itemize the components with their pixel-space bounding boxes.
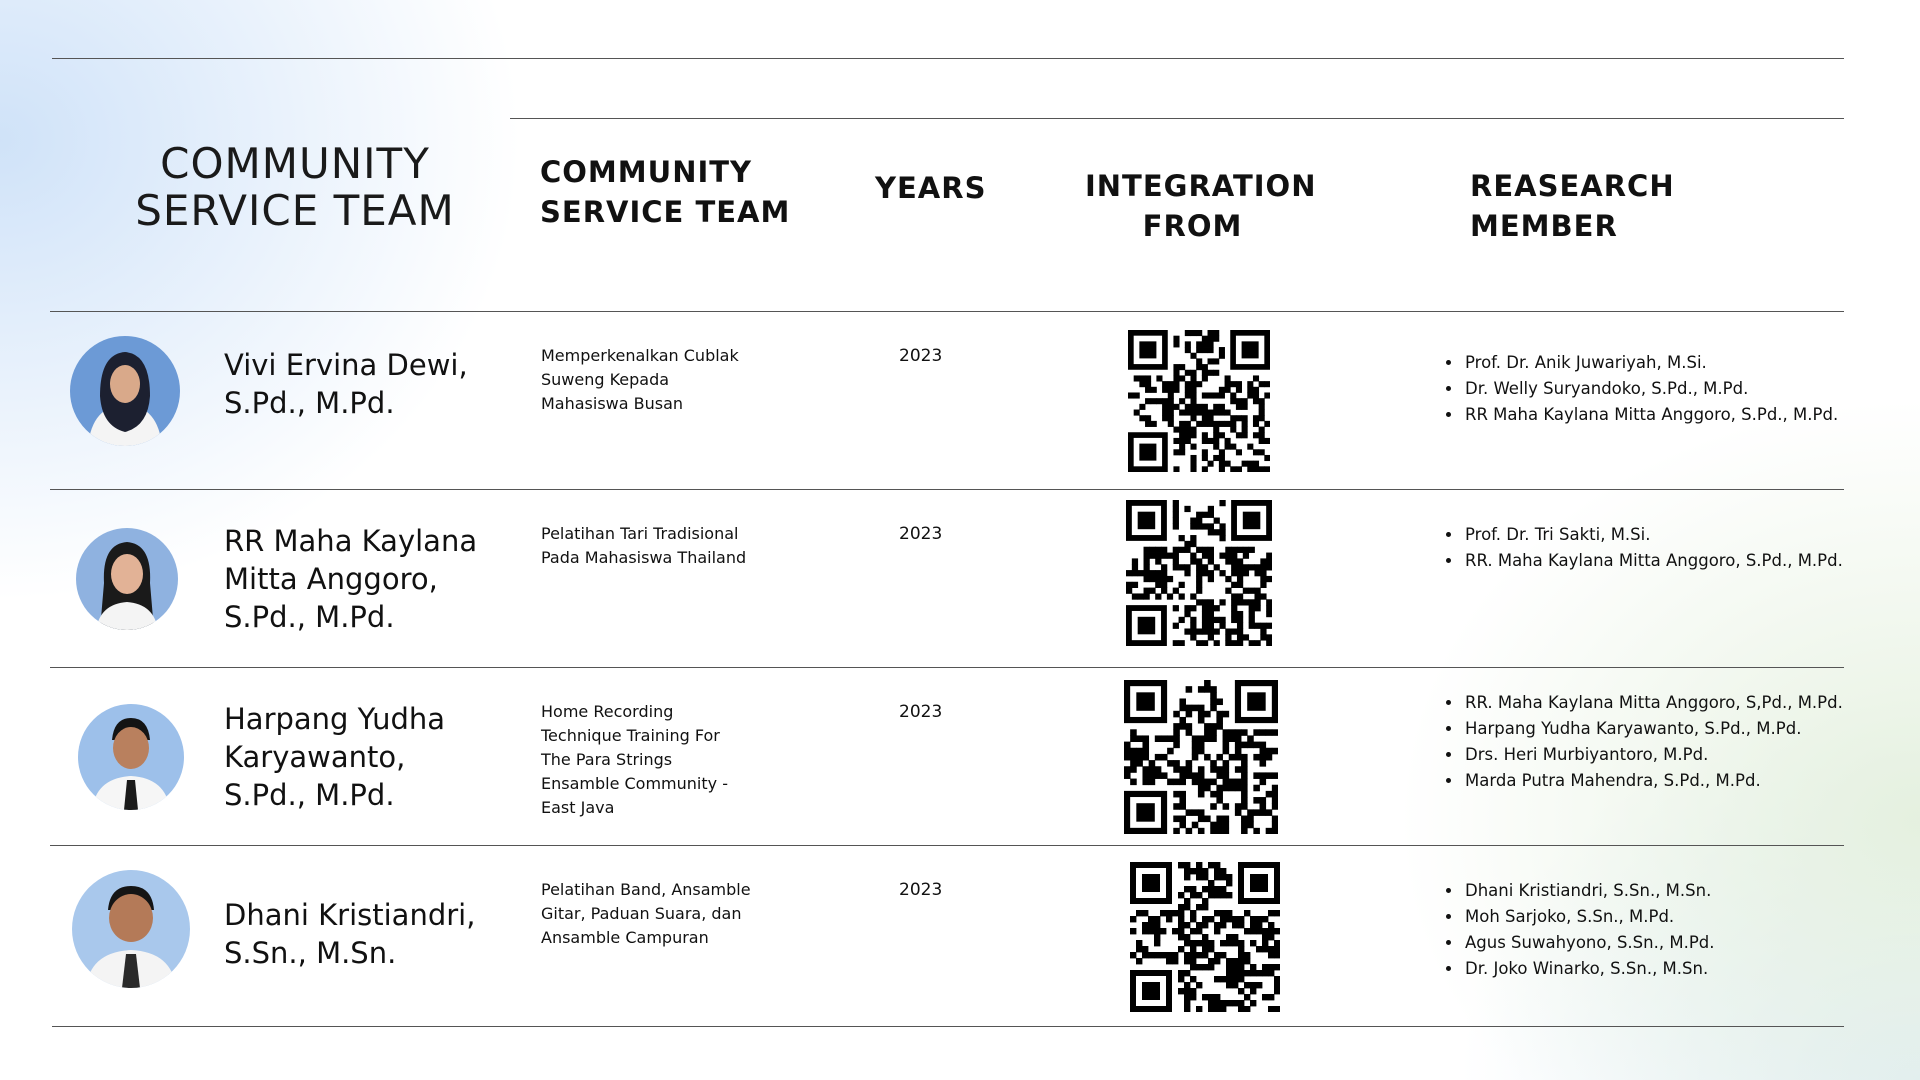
column-header-years [875, 168, 986, 208]
activity-line: Technique Training For [541, 726, 720, 745]
member-list [1443, 522, 1863, 574]
member-name-line: Vivi Ervina Dewi, [224, 348, 468, 382]
member-name-line: Harpang Yudha [224, 702, 446, 736]
member-list-item: • Dr. Welly Suryandoko, S.Pd., M.Pd. [1463, 376, 1863, 402]
page-title-line: COMMUNITY [160, 139, 430, 188]
activity-title [541, 700, 771, 820]
member-name-line: S.Pd., M.Pd. [224, 778, 395, 812]
table-row [50, 668, 1845, 846]
member-name-line: Mitta Anggoro, [224, 562, 438, 596]
bottom-divider [52, 1026, 1844, 1027]
member-list-item: • Prof. Dr. Anik Juwariyah, M.Si. [1463, 350, 1863, 376]
activity-line: Ansamble Campuran [541, 928, 709, 947]
member-list-item: • RR Maha Kaylana Mitta Anggoro, S.Pd., M.Pd. [1463, 402, 1863, 428]
year-value: 2023 [899, 346, 943, 366]
person-photo-icon [76, 528, 178, 630]
member-list-item: • Harpang Yudha Karyawanto, S.Pd., M.Pd. [1463, 716, 1863, 742]
member-list-item: • Marda Putra Mahendra, S.Pd., M.Pd. [1463, 768, 1863, 794]
activity-title [541, 522, 771, 570]
column-header-integration [1085, 166, 1317, 246]
column-header-members [1470, 166, 1675, 246]
year-value: 2023 [899, 880, 943, 900]
activity-line: Pelatihan Band, Ansamble [541, 880, 751, 899]
member-list-item: • Moh Sarjoko, S.Sn., M.Pd. [1463, 904, 1863, 930]
activity-title [541, 878, 771, 950]
member-name-line: Dhani Kristiandri, [224, 898, 476, 932]
member-list [1443, 690, 1863, 794]
member-name-line: S.Sn., M.Sn. [224, 936, 397, 970]
activity-line: East Java [541, 798, 615, 817]
person-photo-icon [72, 870, 190, 988]
header-top-divider [510, 118, 1844, 119]
column-header-line: SERVICE TEAM [540, 195, 791, 229]
qr-code-icon[interactable] [1126, 500, 1272, 646]
member-name [224, 522, 524, 636]
person-photo-icon [78, 704, 184, 810]
table-row [50, 846, 1845, 1024]
member-list [1443, 350, 1863, 428]
column-header-activity [540, 152, 790, 232]
qr-code-icon[interactable] [1128, 330, 1270, 472]
member-list-item: • Drs. Heri Murbiyantoro, M.Pd. [1463, 742, 1863, 768]
year-value: 2023 [899, 524, 943, 544]
member-name [224, 896, 524, 972]
column-header-line: FROM [1142, 209, 1243, 243]
qr-code-icon[interactable] [1130, 862, 1280, 1012]
activity-line: Mahasiswa Busan [541, 394, 684, 413]
member-name-line: RR Maha Kaylana [224, 524, 478, 558]
year-value: 2023 [899, 702, 943, 722]
member-list-item: • Dr. Joko Winarko, S.Sn., M.Sn. [1463, 956, 1863, 982]
activity-line: Pada Mahasiswa Thailand [541, 548, 747, 567]
top-divider [52, 58, 1844, 59]
member-list-item: • RR. Maha Kaylana Mitta Anggoro, S.Pd., M.Pd. [1463, 548, 1863, 574]
member-name-line: Karyawanto, [224, 740, 406, 774]
member-name-line: S.Pd., M.Pd. [224, 600, 395, 634]
activity-line: Memperkenalkan Cublak [541, 346, 739, 365]
person-photo-icon [70, 336, 180, 446]
activity-line: Pelatihan Tari Tradisional [541, 524, 739, 543]
member-name-line: S.Pd., M.Pd. [224, 386, 395, 420]
column-header-line: COMMUNITY [540, 155, 753, 189]
member-list-item: • Agus Suwahyono, S.Sn., M.Pd. [1463, 930, 1863, 956]
member-name [224, 346, 524, 422]
member-list [1443, 878, 1863, 982]
column-header-line: INTEGRATION [1085, 169, 1317, 203]
table-row [50, 490, 1845, 668]
member-list-item: • Prof. Dr. Tri Sakti, M.Si. [1463, 522, 1863, 548]
page-title-line: SERVICE TEAM [135, 186, 455, 235]
page-title [120, 140, 470, 234]
activity-line: Suweng Kepada [541, 370, 670, 389]
member-name [224, 700, 524, 814]
table-row [50, 312, 1845, 490]
activity-line: Gitar, Paduan Suara, dan [541, 904, 742, 923]
column-header-line: YEARS [875, 171, 987, 205]
activity-line: Home Recording [541, 702, 674, 721]
activity-line: Ensamble Community - [541, 774, 728, 793]
member-list-item: • RR. Maha Kaylana Mitta Anggoro, S,Pd., M.Pd. [1463, 690, 1863, 716]
column-header-line: REASEARCH [1470, 169, 1675, 203]
column-header-line: MEMBER [1470, 209, 1618, 243]
activity-title [541, 344, 771, 416]
member-list-item: • Dhani Kristiandri, S.Sn., M.Sn. [1463, 878, 1863, 904]
qr-code-icon[interactable] [1124, 680, 1278, 834]
activity-line: The Para Strings [541, 750, 673, 769]
